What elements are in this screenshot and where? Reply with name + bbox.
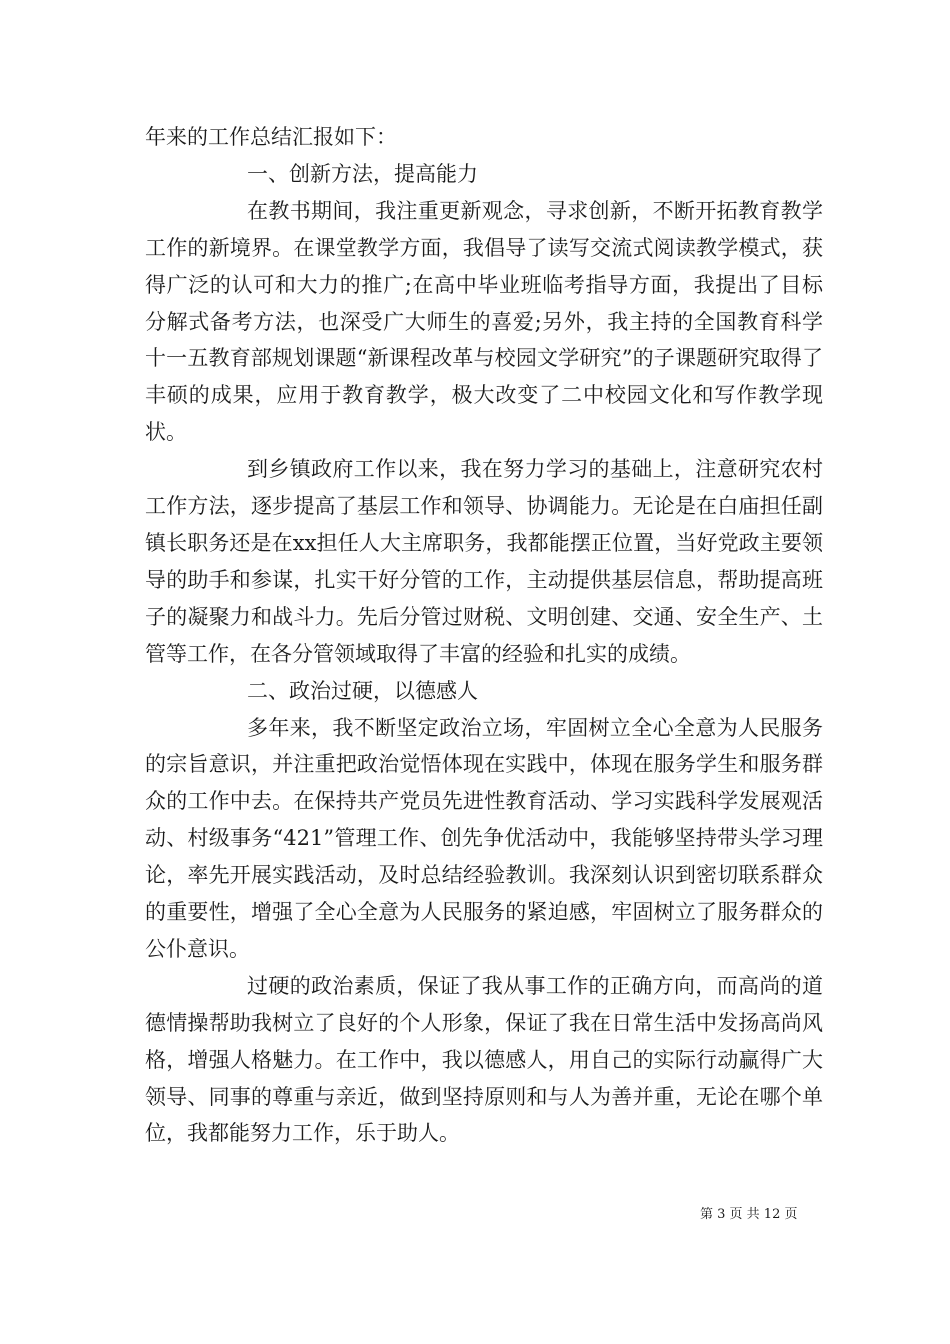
section-heading-1: 一、创新方法，提高能力 [247,161,478,186]
paragraph: 到乡镇政府工作以来，我在努力学习的基础上，注意研究农村工作方法，逐步提高了基层工作和领导、协调能力。无论是在白庙担任副镇长职务还是在xx担任人大主席职务，我都能摆正位置，当好党政主要领导的助手和参谋，扎实干好分管的工作，主动提供基层信息，帮助提高班子的凝聚力和战斗力。先后分管过财税、文明创建、交通、安全生产、土管等工作，在各分管领域取得了丰富的经验和扎实的成绩。 [145,457,823,666]
paragraph-continuation: 年来的工作总结汇报如下： [145,125,397,149]
section-heading-2: 二、政治过硬，以德感人 [247,678,478,703]
page-number: 第 3 页 共 12 页 [700,1207,798,1222]
document-body [145,119,823,1152]
paragraph: 过硬的政治素质，保证了我从事工作的正确方向，而高尚的道德情操帮助我树立了良好的个人形象，保证了我在日常生活中发扬高尚风格，增强人格魅力。在工作中，我以德感人，用自己的实际行动赢得广大领导、同事的尊重与亲近，做到坚持原则和与人为善并重，无论在哪个单位，我都能努力工作，乐于助人。 [145,973,823,1146]
paragraph: 多年来，我不断坚定政治立场，牢固树立全心全意为人民服务的宗旨意识，并注重把政治觉悟体现在实践中，体现在服务学生和服务群众的工作中去。在保持共产党员先进性教育活动、学习实践科学发展观活动、村级事务“421”管理工作、创先争优活动中，我能够坚持带头学习理论，率先开展实践活动，及时总结经验教训。我深刻认识到密切联系群众的重要性，增强了全心全意为人民服务的紧迫感，牢固树立了服务群众的公仆意识。 [145,715,823,961]
paragraph: 在教书期间，我注重更新观念，寻求创新，不断开拓教育教学工作的新境界。在课堂教学方面，我倡导了读写交流式阅读教学模式，获得广泛的认可和大力的推广;在高中毕业班临考指导方面，我提出了目标分解式备考方法，也深受广大师生的喜爱;另外，我主持的全国教育科学十一五教育部规划课题“新课程改革与校园文学研究”的子课题研究取得了丰硕的成果，应用于教育教学，极大改变了二中校园文化和写作教学现状。 [145,198,823,445]
